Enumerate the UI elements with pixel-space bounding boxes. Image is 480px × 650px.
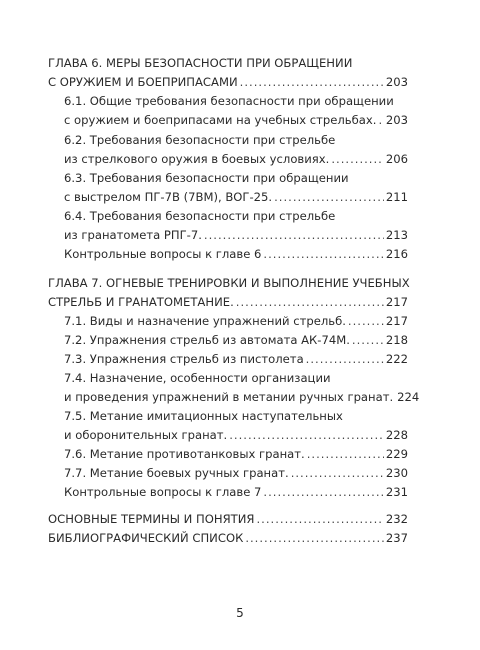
toc-item-7-7 [64, 466, 408, 480]
page-ref: 224 [397, 390, 420, 404]
toc-item-text: Контрольные вопросы к главе 7 [64, 485, 262, 499]
page-ref: 229 [385, 447, 408, 461]
leader-dots [245, 531, 384, 545]
page-ref: 213 [385, 228, 408, 242]
leader-dots [331, 152, 384, 166]
chapter-7-entry [48, 295, 408, 309]
toc-item-7-2 [64, 333, 408, 347]
toc-item-text: 7.1. Виды и назначение упражнений стрельб. [64, 314, 346, 328]
leader-dots [256, 512, 383, 526]
chapter-7-title-cont: СТРЕЛЬБ И ГРАНАТОМЕТАНИЕ. [48, 295, 234, 309]
toc-bibliography [48, 531, 408, 545]
page-ref: 231 [385, 485, 408, 499]
toc-item-text: ОСНОВНЫЕ ТЕРМИНЫ И ПОНЯТИЯ [48, 512, 255, 526]
toc-item-7-3 [64, 352, 408, 366]
page-ref: 216 [385, 247, 408, 261]
toc-item-6-4 [64, 228, 408, 242]
leader-dots [348, 314, 384, 328]
leader-dots [204, 228, 384, 242]
leader-dots [263, 247, 383, 261]
page-ref: 206 [385, 152, 408, 166]
leader-dots [263, 485, 383, 499]
page-ref: 217 [385, 314, 408, 328]
leader-dots [240, 75, 384, 89]
toc-terms [48, 512, 408, 526]
toc-item-text: 7.2. Упражнения стрельб из автомата АК-74М. [64, 333, 350, 347]
leader-dots [274, 190, 384, 204]
toc-item-text: и проведения упражнений в метании ручных гранат. [64, 390, 394, 404]
toc-item-7-6 [64, 447, 408, 461]
toc-item-text: 7.7. Метание боевых ручных гранат. [64, 466, 289, 480]
leader-dots [307, 447, 384, 461]
toc-item-6-3-title: 6.3. Требования безопасности при обращении [64, 171, 349, 185]
leader-dots [229, 428, 384, 442]
toc-item-text: с оружием и боеприпасами на учебных стрельбах. [64, 113, 377, 127]
leader-dots [352, 333, 384, 347]
toc-item-7-5 [64, 428, 408, 442]
toc-item-7-1 [64, 314, 408, 328]
page-ref: 228 [385, 428, 408, 442]
toc-item-text: из гранатомета РПГ-7. [64, 228, 202, 242]
page-ref: 217 [385, 295, 408, 309]
leader-dots [378, 113, 383, 127]
toc-item-6-3 [64, 190, 408, 204]
toc-item-text: 7.6. Метание противотанковых гранат. [64, 447, 305, 461]
toc-item-text: Контрольные вопросы к главе 6 [64, 247, 262, 261]
toc-item-6-2-title: 6.2. Требования безопасности при стрельбе [64, 133, 336, 147]
chapter-6-title-cont: С ОРУЖИЕМ И БОЕПРИПАСАМИ [48, 75, 238, 89]
toc-item-text: с выстрелом ПГ-7В (7ВМ), ВОГ-25. [64, 190, 273, 204]
toc-item-6-1 [64, 113, 408, 127]
toc-item-ch6-questions [64, 247, 408, 261]
page-ref: 222 [385, 352, 408, 366]
leader-dots [306, 352, 384, 366]
toc-item-7-4-title: 7.4. Назначение, особенности организации [64, 371, 331, 385]
page-ref: 232 [385, 512, 408, 526]
chapter-6-title: ГЛАВА 6. МЕРЫ БЕЗОПАСНОСТИ ПРИ ОБРАЩЕНИИ [48, 56, 353, 70]
leader-dots [236, 295, 384, 309]
page-ref: 218 [385, 333, 408, 347]
leader-dots [291, 466, 384, 480]
page-ref: 203 [385, 75, 408, 89]
toc-item-6-2 [64, 152, 408, 166]
toc-item-7-4 [64, 390, 420, 404]
toc-item-text: 7.3. Упражнения стрельб из пистолета [64, 352, 304, 366]
page-ref: 203 [385, 113, 408, 127]
page-ref: 230 [385, 466, 408, 480]
toc-item-7-5-title: 7.5. Метание имитационных наступательных [64, 409, 343, 423]
chapter-7-title: ГЛАВА 7. ОГНЕВЫЕ ТРЕНИРОВКИ И ВЫПОЛНЕНИЕ УЧЕБНЫХ [48, 276, 410, 290]
toc-item-6-4-title: 6.4. Требования безопасности при стрельбе [64, 209, 336, 223]
toc-item-text: БИБЛИОГРАФИЧЕСКИЙ СПИСОК [48, 531, 244, 545]
toc-item-ch7-questions [64, 485, 408, 499]
page-number: 5 [236, 606, 244, 620]
page-ref: 237 [385, 531, 408, 545]
toc-item-6-1-title: 6.1. Общие требования безопасности при обращении [64, 94, 394, 108]
toc-item-text: и оборонительных гранат. [64, 428, 228, 442]
chapter-6-entry [48, 75, 408, 89]
toc-item-text: из стрелкового оружия в боевых условиях. [64, 152, 330, 166]
page-ref: 211 [385, 190, 408, 204]
